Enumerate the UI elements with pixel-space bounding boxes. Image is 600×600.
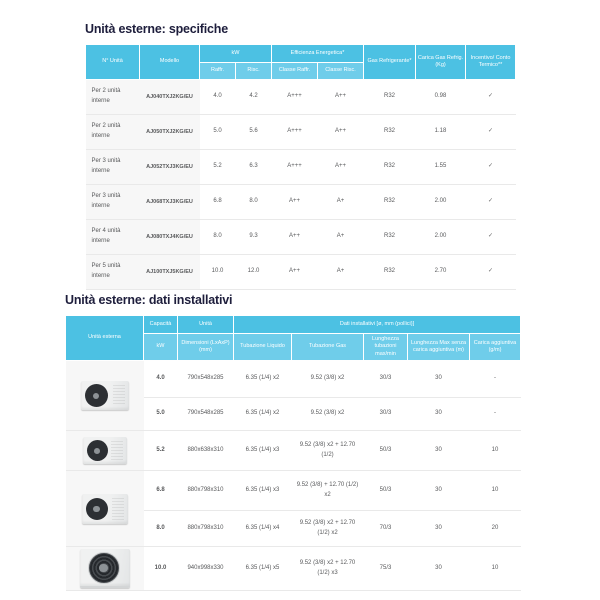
cell-lunghezza-max: 30 xyxy=(408,361,470,398)
cell-kw-risc: 5.6 xyxy=(236,115,272,150)
cell-capacita: 10.0 xyxy=(144,547,178,591)
col-header-raffr: Raffr. xyxy=(200,63,236,80)
cell-lunghezza: 50/3 xyxy=(364,431,408,471)
col-header-risc: Risc. xyxy=(236,63,272,80)
outdoor-unit-photo-medium xyxy=(66,431,144,471)
cell-classe-risc: A++ xyxy=(318,80,364,115)
cell-kw-raffr: 5.0 xyxy=(200,115,236,150)
checkmark-icon: ✓ xyxy=(466,80,516,115)
cell-kw-risc: 12.0 xyxy=(236,255,272,290)
cell-classe-risc: A+ xyxy=(318,185,364,220)
checkmark-icon: ✓ xyxy=(466,185,516,220)
cell-lunghezza: 70/3 xyxy=(364,511,408,547)
col-header-n-unita: N° Unità xyxy=(86,45,140,80)
cell-kw-risc: 4.2 xyxy=(236,80,272,115)
checkmark-icon: ✓ xyxy=(466,150,516,185)
col-header-lunghezza-tubazioni: Lunghezza tubazioni max/min xyxy=(364,334,408,361)
fan-icon xyxy=(86,498,108,520)
cell-lunghezza-max: 30 xyxy=(408,398,470,431)
cell-tubazione-liquido: 6.35 (1/4) x3 xyxy=(234,431,292,471)
cell-modello: AJ050TXJ2KG/EU xyxy=(140,115,200,150)
cell-carica: 1.55 xyxy=(416,150,466,185)
cell-capacita: 5.2 xyxy=(144,431,178,471)
cell-tubazione-liquido: 6.35 (1/4) x2 xyxy=(234,398,292,431)
cell-classe-risc: A++ xyxy=(318,150,364,185)
cell-tubazione-liquido: 6.35 (1/4) x2 xyxy=(234,361,292,398)
cell-carica-aggiuntiva: - xyxy=(470,398,521,431)
col-header-modello: Modello xyxy=(140,45,200,80)
col-header-tubazione-gas: Tubazione Gas xyxy=(292,334,364,361)
cell-classe-raffr: A++ xyxy=(272,220,318,255)
outdoor-unit-image xyxy=(80,549,130,588)
cell-lunghezza: 30/3 xyxy=(364,398,408,431)
col-header-carica-gas: Carica Gas Refrig. (Kg) xyxy=(416,45,466,80)
cell-n-unita: Per 3 unità interne xyxy=(86,150,140,185)
cell-modello: AJ052TXJ3KG/EU xyxy=(140,150,200,185)
cell-tubazione-gas: 9.52 (3/8) x2 + 12.70 (1/2) xyxy=(292,431,364,471)
cell-classe-risc: A++ xyxy=(318,115,364,150)
col-header-dimensioni: Dimensioni (LxAxP) (mm) xyxy=(178,334,234,361)
cell-carica: 2.00 xyxy=(416,185,466,220)
cell-dimensioni: 940x998x330 xyxy=(178,547,234,591)
section-specifiche xyxy=(85,22,515,290)
cell-carica-aggiuntiva: 10 xyxy=(470,431,521,471)
cell-gas: R32 xyxy=(364,115,416,150)
cell-tubazione-liquido: 6.35 (1/4) x5 xyxy=(234,547,292,591)
outdoor-unit-photo-medium-tall xyxy=(66,471,144,547)
install-row-1 xyxy=(66,361,521,398)
cell-carica-aggiuntiva: 10 xyxy=(470,547,521,591)
spec-table xyxy=(85,44,516,290)
cell-carica-aggiuntiva: 20 xyxy=(470,511,521,547)
col-header-incentivo-conto-termico: Incentivo/ Conto Termico** xyxy=(466,45,516,80)
checkmark-icon: ✓ xyxy=(466,220,516,255)
spec-row-1 xyxy=(86,80,516,115)
cell-n-unita: Per 3 unità interne xyxy=(86,185,140,220)
cell-gas: R32 xyxy=(364,80,416,115)
outdoor-unit-image xyxy=(83,437,127,464)
cell-tubazione-liquido: 6.35 (1/4) x4 xyxy=(234,511,292,547)
cell-lunghezza-max: 30 xyxy=(408,547,470,591)
cell-n-unita: Per 4 unità interne xyxy=(86,220,140,255)
cell-classe-risc: A+ xyxy=(318,220,364,255)
col-header-carica-aggiuntiva: Carica aggiuntiva (g/m) xyxy=(470,334,521,361)
cell-dimensioni: 880x798x310 xyxy=(178,511,234,547)
section-title-dati-installativi: Unità esterne: dati installativi xyxy=(65,293,233,307)
cell-lunghezza-max: 30 xyxy=(408,431,470,471)
cell-lunghezza: 75/3 xyxy=(364,547,408,591)
cell-classe-raffr: A+++ xyxy=(272,115,318,150)
cell-carica: 2.70 xyxy=(416,255,466,290)
cell-carica-aggiuntiva: 10 xyxy=(470,471,521,511)
cell-carica: 0.98 xyxy=(416,80,466,115)
spec-row-4 xyxy=(86,185,516,220)
cell-gas: R32 xyxy=(364,150,416,185)
cell-lunghezza-max: 30 xyxy=(408,511,470,547)
cell-capacita: 8.0 xyxy=(144,511,178,547)
cell-classe-raffr: A+++ xyxy=(272,80,318,115)
install-row-6 xyxy=(66,547,521,591)
cell-capacita: 6.8 xyxy=(144,471,178,511)
install-row-4 xyxy=(66,471,521,511)
cell-n-unita: Per 2 unità interne xyxy=(86,115,140,150)
checkmark-icon: ✓ xyxy=(466,115,516,150)
cell-tubazione-gas: 9.52 (3/8) x2 + 12.70 (1/2) x3 xyxy=(292,547,364,591)
cell-lunghezza: 50/3 xyxy=(364,471,408,511)
spec-row-5 xyxy=(86,220,516,255)
col-header-kw: kW xyxy=(144,334,178,361)
cell-classe-raffr: A++ xyxy=(272,185,318,220)
section-title-specifiche: Unità esterne: specifiche xyxy=(85,22,228,36)
cell-dimensioni: 790x548x285 xyxy=(178,361,234,398)
col-group-capacita: Capacità xyxy=(144,316,178,334)
cell-classe-risc: A+ xyxy=(318,255,364,290)
cell-dimensioni: 880x798x310 xyxy=(178,471,234,511)
spec-row-6 xyxy=(86,255,516,290)
cell-gas: R32 xyxy=(364,220,416,255)
cell-kw-risc: 8.0 xyxy=(236,185,272,220)
col-group-dati-installativi: Dati installativi [ø, mm (pollici)] xyxy=(234,316,521,334)
cell-gas: R32 xyxy=(364,185,416,220)
cell-tubazione-gas: 9.52 (3/8) x2 xyxy=(292,398,364,431)
cell-carica-aggiuntiva: - xyxy=(470,361,521,398)
cell-tubazione-gas: 9.52 (3/8) x2 xyxy=(292,361,364,398)
outdoor-unit-image xyxy=(81,381,129,410)
cell-tubazione-gas: 9.52 (3/8) + 12.70 (1/2) x2 xyxy=(292,471,364,511)
cell-kw-risc: 9.3 xyxy=(236,220,272,255)
cell-carica: 1.18 xyxy=(416,115,466,150)
cell-modello: AJ068TXJ3KG/EU xyxy=(140,185,200,220)
col-header-tubazione-liquido: Tubazione Liquido xyxy=(234,334,292,361)
cell-classe-raffr: A+++ xyxy=(272,150,318,185)
cell-gas: R32 xyxy=(364,255,416,290)
cell-capacita: 5.0 xyxy=(144,398,178,431)
cell-n-unita: Per 5 unità interne xyxy=(86,255,140,290)
cell-capacita: 4.0 xyxy=(144,361,178,398)
cell-n-unita: Per 2 unità interne xyxy=(86,80,140,115)
cell-carica: 2.00 xyxy=(416,220,466,255)
cell-modello: AJ080TXJ4KG/EU xyxy=(140,220,200,255)
col-header-gas-refrigerante: Gas Refrigerante* xyxy=(364,45,416,80)
col-group-unita: Unità xyxy=(178,316,234,334)
fan-icon xyxy=(87,440,108,461)
spec-row-2 xyxy=(86,115,516,150)
cell-modello: AJ100TXJ5KG/EU xyxy=(140,255,200,290)
cell-kw-raffr: 6.8 xyxy=(200,185,236,220)
col-header-classe-raffr: Classe Raffr. xyxy=(272,63,318,80)
cell-lunghezza: 30/3 xyxy=(364,361,408,398)
cell-kw-raffr: 10.0 xyxy=(200,255,236,290)
checkmark-icon: ✓ xyxy=(466,255,516,290)
section-dati-installativi xyxy=(65,293,520,591)
outdoor-unit-image xyxy=(82,494,128,524)
cell-dimensioni: 790x548x285 xyxy=(178,398,234,431)
col-header-lunghezza-max-senza-carica: Lunghezza Max senza carica aggiuntiva (m) xyxy=(408,334,470,361)
cell-lunghezza-max: 30 xyxy=(408,471,470,511)
col-group-kw: kW xyxy=(200,45,272,63)
cell-kw-raffr: 5.2 xyxy=(200,150,236,185)
cell-kw-raffr: 8.0 xyxy=(200,220,236,255)
cell-tubazione-gas: 9.52 (3/8) x2 + 12.70 (1/2) x2 xyxy=(292,511,364,547)
col-group-efficienza-energetica: Efficienza Energetica* xyxy=(272,45,364,63)
cell-dimensioni: 880x638x310 xyxy=(178,431,234,471)
outdoor-unit-photo-small xyxy=(66,361,144,431)
fan-icon xyxy=(88,552,120,584)
outdoor-unit-photo-large xyxy=(66,547,144,591)
install-table xyxy=(65,315,521,591)
cell-classe-raffr: A++ xyxy=(272,255,318,290)
fan-icon xyxy=(85,384,108,407)
spec-row-3 xyxy=(86,150,516,185)
cell-kw-risc: 6.3 xyxy=(236,150,272,185)
col-header-unita-esterna: Unità esterna xyxy=(66,316,144,361)
install-row-3 xyxy=(66,431,521,471)
cell-kw-raffr: 4.0 xyxy=(200,80,236,115)
col-header-classe-risc: Classe Risc. xyxy=(318,63,364,80)
cell-tubazione-liquido: 6.35 (1/4) x3 xyxy=(234,471,292,511)
cell-modello: AJ040TXJ2KG/EU xyxy=(140,80,200,115)
